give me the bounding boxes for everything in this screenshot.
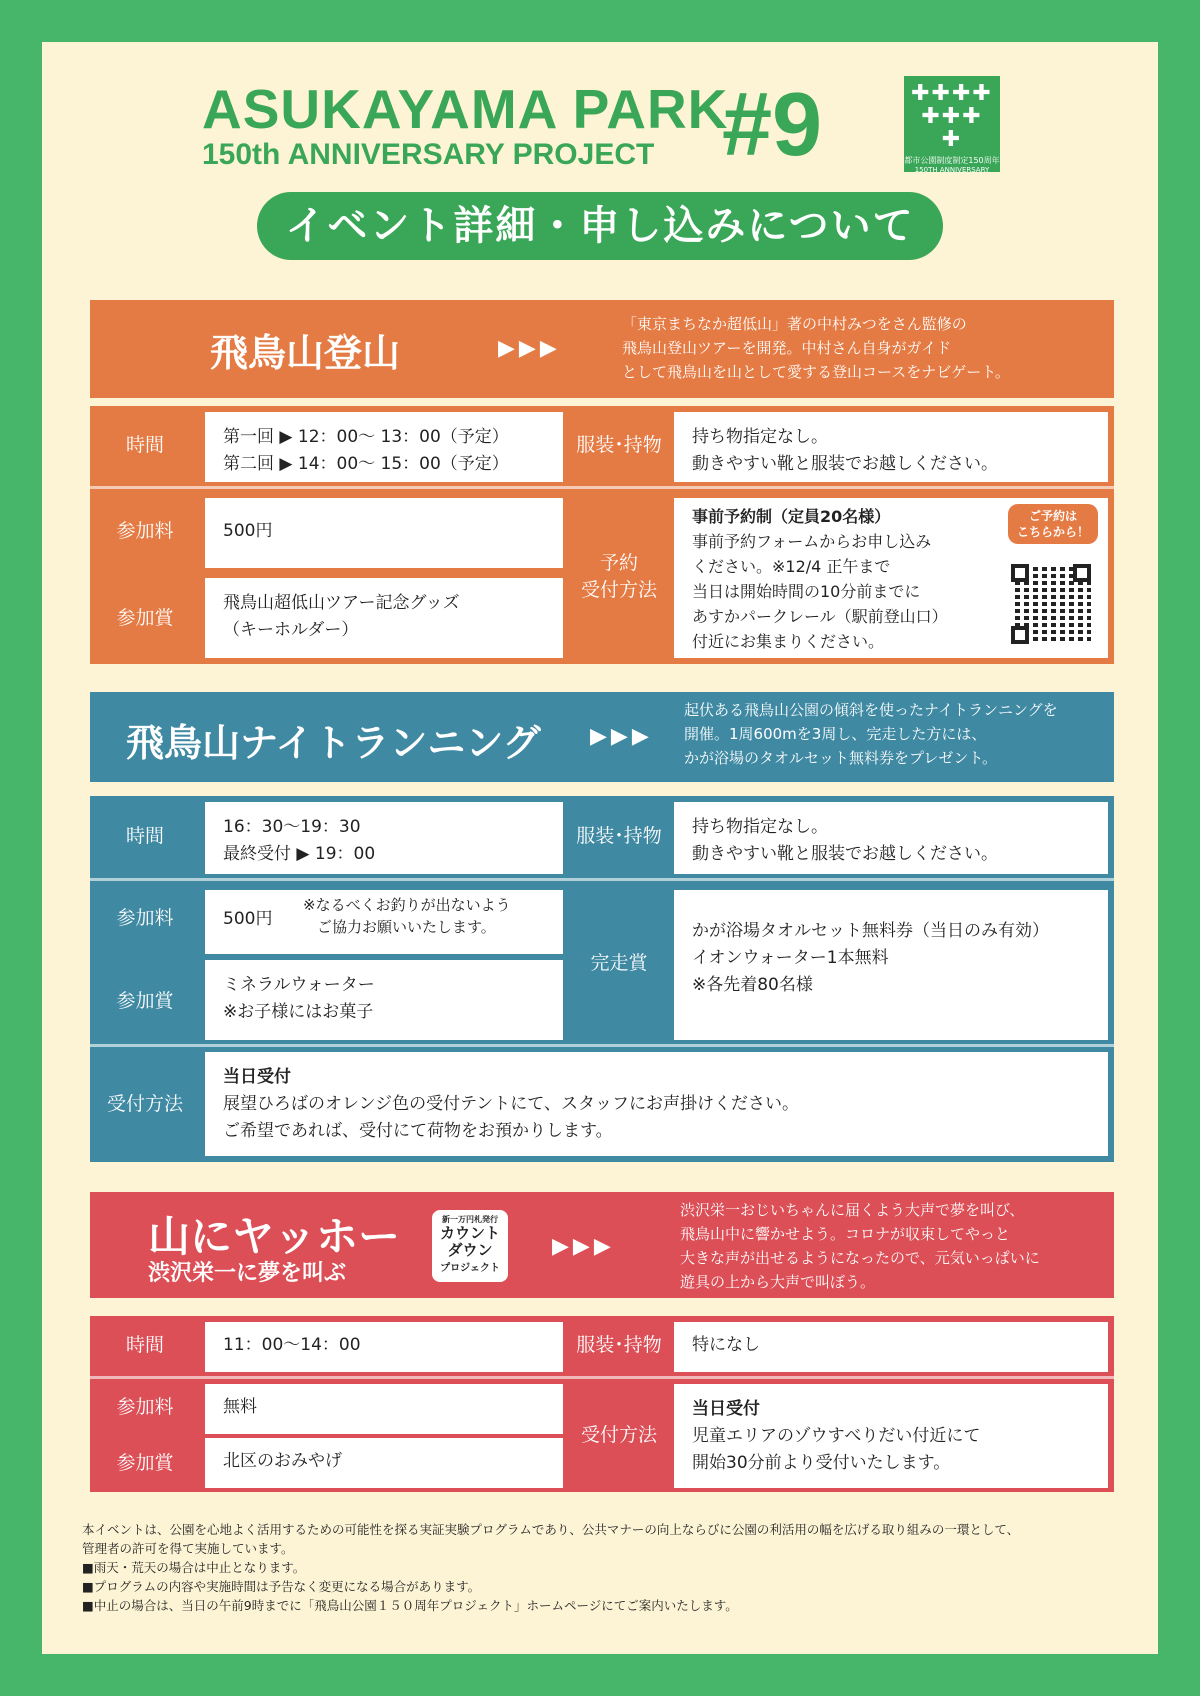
section-yahho-sub: 渋沢栄一に夢を叫ぶ — [148, 1261, 347, 1286]
label-accept: 受付方法 — [580, 1423, 657, 1446]
divider — [90, 878, 1114, 881]
label-time: 時間 — [125, 824, 164, 847]
section-running-header — [90, 692, 1114, 782]
value-prize: 飛鳥山超低山ツアー記念グッズ （キーホルダー） — [205, 578, 563, 658]
value-dress: 特になし — [674, 1322, 1108, 1372]
value-time: 11：00～14：00 — [205, 1322, 563, 1372]
label-fee: 参加料 — [116, 906, 174, 929]
title: ASUKAYAMA PARK — [202, 78, 729, 140]
issue-number: #9 — [722, 75, 823, 175]
section-yahho-desc: 渋沢栄一おじいちゃんに届くよう大声で夢を叫び、 飛鳥山中に響かせよう。コロナが収束してやっと 大きな声が出せるようになったので、元気いっぱいに 遊具の上から大声で叫ぼう。 — [680, 1201, 1040, 1291]
arrows-icon: ▶▶▶ — [552, 1234, 615, 1259]
section-hiking-header — [90, 300, 1114, 398]
value-finish: かが浴場タオルセット無料券（当日のみ有効） イオンウォーター1本無料 ※各先着80名様 — [674, 890, 1108, 1040]
value-fee: 無料 — [205, 1384, 563, 1434]
countdown-badge: 新一万円札発行 カウント ダウン プロジェクト — [432, 1210, 508, 1282]
section-hiking-name: 飛鳥山登山 — [210, 331, 401, 375]
logo-text-en: 150TH ANNIVERSARY — [914, 166, 990, 175]
value-prize: ミネラルウォーター ※お子様にはお菓子 — [205, 960, 563, 1040]
label-accept: 受付方法 — [106, 1092, 183, 1115]
anniversary-logo — [904, 76, 1000, 175]
reserve-callout: ご予約は こちらから！ — [1008, 504, 1098, 544]
label-time: 時間 — [125, 1333, 164, 1356]
logo-text-jp: 都市公園制度制定150周年 — [904, 156, 1000, 166]
cross-pattern-icon: ✚✚✚✚ ✚✚✚ ✚ — [911, 81, 993, 153]
value-fee: 500円 — [205, 498, 563, 568]
section-banner: イベント詳細・申し込みについて — [257, 192, 943, 260]
value-time: 16：30～19：30 最終受付 ▶ 19：00 — [205, 802, 563, 874]
label-reserve: 予約 受付方法 — [580, 552, 657, 601]
label-finish: 完走賞 — [590, 951, 648, 974]
value-dress: 持ち物指定なし。 動きやすい靴と服装でお越しください。 — [674, 412, 1108, 482]
section-hiking-details — [90, 406, 1114, 664]
value-time: 第一回 ▶ 12：00～ 13：00（予定） 第二回 ▶ 14：00～ 15：00（予定） — [205, 412, 563, 482]
section-yahho-details — [90, 1316, 1114, 1492]
label-dress: 服装･持物 — [576, 824, 662, 847]
footer-notes: 本イベントは、公園を心地よく活用するための可能性を探る実証実験プログラムであり、公共マナーの向上ならびに公園の利活用の幅を広げる取り組みの一環として、 管理者の許可を得て実施しています。 ■雨天・荒天の場合は中止となります。 ■プログラムの内容や実施時間は予告なく変更になる場合があります。 ■中止の場合は、当日の午前9時までに「飛鳥山公園１５０周年プロジェクト」ホームページにてご案内いたします。 — [82, 1522, 1020, 1613]
value-dress: 持ち物指定なし。 動きやすい靴と服装でお越しください。 — [674, 802, 1108, 874]
section-hiking-desc: 「東京まちなか超低山」著の中村みつをさん監修の 飛鳥山登山ツアーを開発。中村さん自身がガイド として飛鳥山を山として愛する登山コースをナビゲート。 — [622, 315, 1010, 381]
value-accept: 当日受付 展望ひろばのオレンジ色の受付テントにて、スタッフにお声掛けください。 ご希望であれば、受付にて荷物をお預かりします。 — [205, 1052, 1108, 1156]
arrows-icon: ▶▶▶ — [590, 724, 653, 749]
label-dress: 服装･持物 — [576, 1333, 662, 1356]
value-reserve: 事前予約制（定員20名様） 事前予約フォームからお申し込み ください。※12/4 正午まで 当日は開始時間の10分前までに あすかパークレール（駅前登山口） 付近にお集まりください。 — [674, 498, 1108, 658]
section-running-details — [90, 796, 1114, 1162]
divider — [90, 1044, 1114, 1047]
label-dress: 服装･持物 — [576, 433, 662, 456]
label-fee: 参加料 — [116, 519, 174, 542]
subtitle: 150th ANNIVERSARY PROJECT — [202, 138, 655, 171]
value-accept: 当日受付 児童エリアのゾウすべりだい付近にて 開始30分前より受付いたします。 — [674, 1384, 1108, 1488]
section-running-desc: 起伏ある飛鳥山公園の傾斜を使ったナイトランニングを 開催。1周600mを3周し、完走した方には、 かが浴場のタオルセット無料券をプレゼント。 — [684, 701, 1058, 767]
divider — [90, 486, 1114, 489]
value-fee: 500円 ※なるべくお釣りが出ないよう ご協力お願いいたします。 — [205, 890, 563, 954]
label-prize: 参加賞 — [116, 989, 174, 1012]
divider — [90, 1376, 1114, 1379]
section-running-name: 飛鳥山ナイトランニング — [126, 721, 541, 765]
label-prize: 参加賞 — [116, 606, 174, 629]
label-prize: 参加賞 — [116, 1451, 174, 1474]
value-prize: 北区のおみやげ — [205, 1438, 563, 1488]
arrows-icon: ▶▶▶ — [498, 336, 561, 361]
section-yahho-name: 山にヤッホー — [148, 1212, 401, 1261]
label-time: 時間 — [125, 433, 164, 456]
flyer-page — [42, 42, 1158, 1654]
section-yahho-header — [90, 1192, 1114, 1298]
label-fee: 参加料 — [116, 1395, 174, 1418]
reservation-qr-code[interactable] — [1011, 564, 1091, 644]
